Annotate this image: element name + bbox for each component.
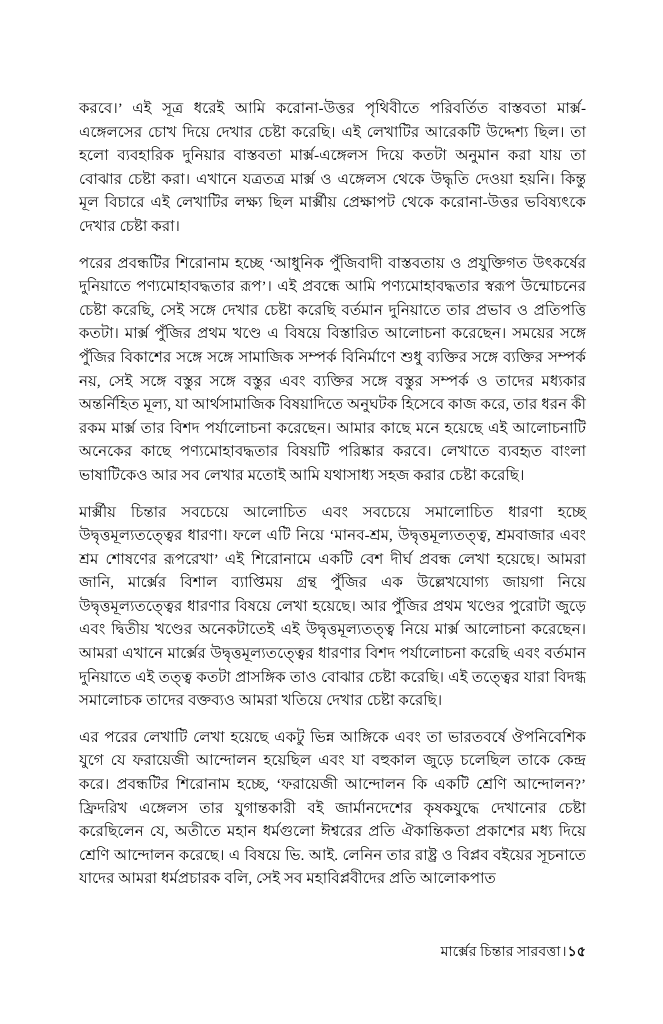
footer-page-number: ১৫ xyxy=(567,944,586,960)
body-paragraph-4: এর পরের লেখাটি লেখা হয়েছে একটু ভিন্ন আঙ্গিকে এবং তা ভারতবর্ষে ঔপনিবেশিক যুগে যে ফরায়েজী আন্দোলন হয়েছিল এবং যা বহুকাল জুড়ে চলেছিল তাকে কেন্দ্র করে। প্রবন্ধটির শিরোনাম হচ্ছে, ‘ফরায়েজী আন্দোলন কি একটি শ্রেণি আন্দোলন?’ ফ্রিদরিখ এঙ্গেলস তার যুগান্তকারী বই জার্মানদেশের কৃষকযুদ্ধে দেখানোর চেষ্টা করেছিলেন যে, অতীতে মহান ধর্মগুলো ঈশ্বরের প্রতি ঐকান্তিকতা প্রকাশের মধ্য দিয়ে শ্রেণি আন্দোলন করেছে। এ বিষয়ে ভি. আই. লেনিন তার রাষ্ট্র ও বিপ্লব বইয়ের সূচনাতে যাদের আমরা ধর্মপ্রচারক বলি, সেই সব মহাবিপ্লবীদের প্রতি আলোকপাত xyxy=(79,729,586,888)
footer-separator: । xyxy=(561,944,567,960)
footer-book-title: মার্ক্সের চিন্তার সারবত্তা xyxy=(440,944,561,960)
body-paragraph-2: পরের প্রবন্ধটির শিরোনাম হচ্ছে ‘আধুনিক পুঁজিবাদী বাস্তবতায় ও প্রযুক্তিগত উৎকর্ষের দুনিয়াতে পণ্যমোহাবদ্ধতার রূপ’। এই প্রবন্ধে আমি পণ্যমোহাবদ্ধতার স্বরূপ উন্মোচনের চেষ্টা করেছি, সেই সঙ্গে দেখার চেষ্টা করেছি বর্তমান দুনিয়াতে তার প্রভাব ও প্রতিপত্তি কতটা। মার্ক্স পুঁজির প্রথম খণ্ডে এ বিষয়ে বিস্তারিত আলোচনা করেছেন। সময়ের সঙ্গে পুঁজির বিকাশের সঙ্গে সঙ্গে সামাজিক সম্পর্ক বিনির্মাণে শুধু ব্যক্তির সঙ্গে ব্যক্তির সম্পর্ক নয়, সেই সঙ্গে বস্তুর সঙ্গে বস্তুর এবং ব্যক্তির সঙ্গে বস্তুর সম্পর্ক ও তাদের মধ্যকার অন্তর্নিহিত মূল্য, যা আর্থসামাজিক বিষয়াদিতে অনুঘটক হিসেবে কাজ করে, তার ধরন কী রকম মার্ক্স তার বিশদ পর্যালোচনা করেছেন। আমার কাছে মনে হয়েছে এই আলোচনাটি অনেকের কাছে পণ্যমোহাবদ্ধতার বিষয়টি পরিষ্কার করবে। লেখাতে ব্যবহৃত বাংলা ভাষাটিকেও আর সব লেখার মতোই আমি যথাসাধ্য সহজ করার চেষ্টা করেছি। xyxy=(79,255,586,484)
body-paragraph-3: মার্ক্সীয় চিন্তার সবচেয়ে আলোচিত এবং সবচেয়ে সমালোচিত ধারণা হচ্ছে উদ্বৃত্তমূল্যতত্ত্বের ধারণা। ফলে এটি নিয়ে ‘মানব-শ্রম, উদ্বৃত্তমূল্যতত্ত্ব, শ্রমবাজার এবং শ্রম শোষণের রূপরেখা’ এই শিরোনামে একটি বেশ দীর্ঘ প্রবন্ধ লেখা হয়েছে। আমরা জানি, মার্ক্সের বিশাল ব্যাপ্তিময় গ্রন্থ পুঁজির এক উল্লেখযোগ্য জায়গা নিয়ে উদ্বৃত্তমূল্যতত্ত্বের ধারণার বিষয়ে লেখা হয়েছে। আর পুঁজির প্রথম খণ্ডের পুরোটা জুড়ে এবং দ্বিতীয় খণ্ডের অনেকটাতেই এই উদ্বৃত্তমূল্যতত্ত্ব নিয়ে মার্ক্স আলোচনা করেছেন। আমরা এখানে মার্ক্সের উদ্বৃত্তমূল্যতত্ত্বের ধারণার বিশদ পর্যালোচনা করেছি এবং বর্তমান দুনিয়াতে এই তত্ত্ব কতটা প্রাসঙ্গিক তাও বোঝার চেষ্টা করেছি। এই তত্ত্বের যারা বিদগ্ধ সমালোচক তাদের বক্তব্যও আমরা খতিয়ে দেখার চেষ্টা করেছি। xyxy=(79,504,586,710)
page-text-block xyxy=(79,98,586,892)
body-paragraph-1: করবে।’ এই সূত্র ধরেই আমি করোনা-উত্তর পৃথিবীতে পরিবর্তিত বাস্তবতা মার্ক্স-এঙ্গেলসের চোখ দিয়ে দেখার চেষ্টা করেছি। এই লেখাটির আরেকটি উদ্দেশ্য ছিল। তা হলো ব্যবহারিক দুনিয়ার বাস্তবতা মার্ক্স-এঙ্গেলস দিয়ে কতটা অনুমান করা যায় তা বোঝার চেষ্টা করা। এখানে যত্রতত্র মার্ক্স ও এঙ্গেলস থেকে উদ্ধৃতি দেওয়া হয়নি। কিন্তু মূল বিচারে এই লেখাটির লক্ষ্য ছিল মার্ক্সীয় প্রেক্ষাপট থেকে করোনা-উত্তর ভবিষ্যৎকে দেখার চেষ্টা করা। xyxy=(79,101,586,235)
page-footer xyxy=(79,942,586,962)
